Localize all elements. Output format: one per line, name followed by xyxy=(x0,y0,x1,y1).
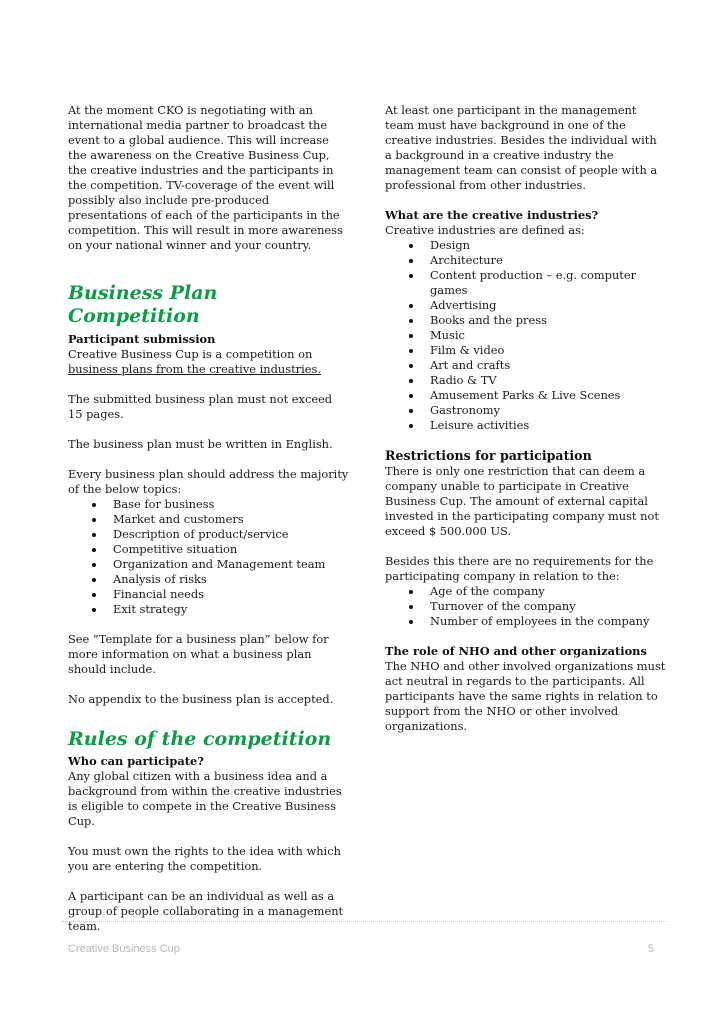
appendix-text: No appendix to the business plan is accepted. xyxy=(68,692,334,706)
list-item: Analysis of risks xyxy=(68,572,350,587)
list-item: Exit strategy xyxy=(68,602,350,617)
submission-line: Creative Business Cup is a competition on xyxy=(68,347,313,361)
industries-list xyxy=(385,238,667,433)
nho-text: The NHO and other involved organizations must act neutral in regards to the participants. All participants have the same rights in relation to support from the NHO or other involved organizations. xyxy=(385,659,666,733)
rights-text: You must own the rights to the idea with which you are entering the competition. xyxy=(68,844,341,873)
page-number: 5 xyxy=(647,943,654,955)
list-item: Books and the press xyxy=(385,313,667,328)
list-item: Architecture xyxy=(385,253,667,268)
list-item: Turnover of the company xyxy=(385,599,667,614)
submission-link[interactable]: business plans from the creative industries. xyxy=(68,362,321,376)
list-item: Leisure activities xyxy=(385,418,667,433)
restrictions-heading: Restrictions for participation xyxy=(385,448,592,463)
left-column xyxy=(68,103,350,949)
creative-industries-heading: What are the creative industries? xyxy=(385,208,599,222)
right-column xyxy=(385,103,667,749)
business-plan-heading: Business Plan Competition xyxy=(68,282,218,327)
list-item: Organization and Management team xyxy=(68,557,350,572)
template-note: See ”Template for a business plan” below for more information on what a business plan should include. xyxy=(68,632,329,676)
who-can-participate-heading: Who can participate? xyxy=(68,754,204,768)
page-limit-text: The submitted business plan must not exceed 15 pages. xyxy=(68,392,333,421)
list-item: Age of the company xyxy=(385,584,667,599)
list-item: Music xyxy=(385,328,667,343)
list-item: Base for business xyxy=(68,497,350,512)
list-item: Art and crafts xyxy=(385,358,667,373)
footer-divider xyxy=(62,921,666,922)
list-item: Competitive situation xyxy=(68,542,350,557)
list-item: Film & video xyxy=(385,343,667,358)
list-item: Number of employees in the company xyxy=(385,614,667,629)
list-item: Radio & TV xyxy=(385,373,667,388)
intro-paragraph: At the moment CKO is negotiating with an international media partner to broadcast the event to a global audience. This will increase the awareness on the Creative Business Cup, the creative industries and the participants in the competition. TV-coverage of the event will possibly also include pre-produced presentations of each of the participants in the competition. This will result in more awareness on your national winner and your country. xyxy=(68,103,343,252)
topics-list xyxy=(68,497,350,617)
rules-heading: Rules of the competition xyxy=(68,728,332,750)
language-text: The business plan must be written in English. xyxy=(68,437,333,451)
topics-intro: Every business plan should address the majority of the below topics: xyxy=(68,467,349,496)
requirements-list xyxy=(385,584,667,629)
list-item: Design xyxy=(385,238,667,253)
participant-submission-heading: Participant submission xyxy=(68,332,216,346)
list-item: Content production – e.g. computer games xyxy=(385,268,667,298)
list-item: Financial needs xyxy=(68,587,350,602)
footer-title: Creative Business Cup xyxy=(68,943,180,955)
who-text: Any global citizen with a business idea and a background from within the creative industries is eligible to compete in the Creative Business Cup. xyxy=(68,769,342,828)
list-item: Market and customers xyxy=(68,512,350,527)
besides-text: Besides this there are no requirements for the participating company in relation to the: xyxy=(385,554,654,583)
participant-text: A participant can be an individual as well as a group of people collaborating in a management team. xyxy=(68,889,344,933)
restrictions-text: There is only one restriction that can deem a company unable to participate in Creative Business Cup. The amount of external capital invested in the participating company must not exceed $ 500.000 US. xyxy=(385,464,659,538)
list-item: Amusement Parks & Live Scenes xyxy=(385,388,667,403)
nho-heading: The role of NHO and other organizations xyxy=(385,644,647,658)
management-paragraph: At least one participant in the management team must have background in one of the creative industries. Besides the individual with a background in a creative industry the management team can consist of people with a professional from other industries. xyxy=(385,103,658,192)
list-item: Advertising xyxy=(385,298,667,313)
list-item: Description of product/service xyxy=(68,527,350,542)
list-item: Gastronomy xyxy=(385,403,667,418)
defined-text: Creative industries are defined as: xyxy=(385,223,585,237)
